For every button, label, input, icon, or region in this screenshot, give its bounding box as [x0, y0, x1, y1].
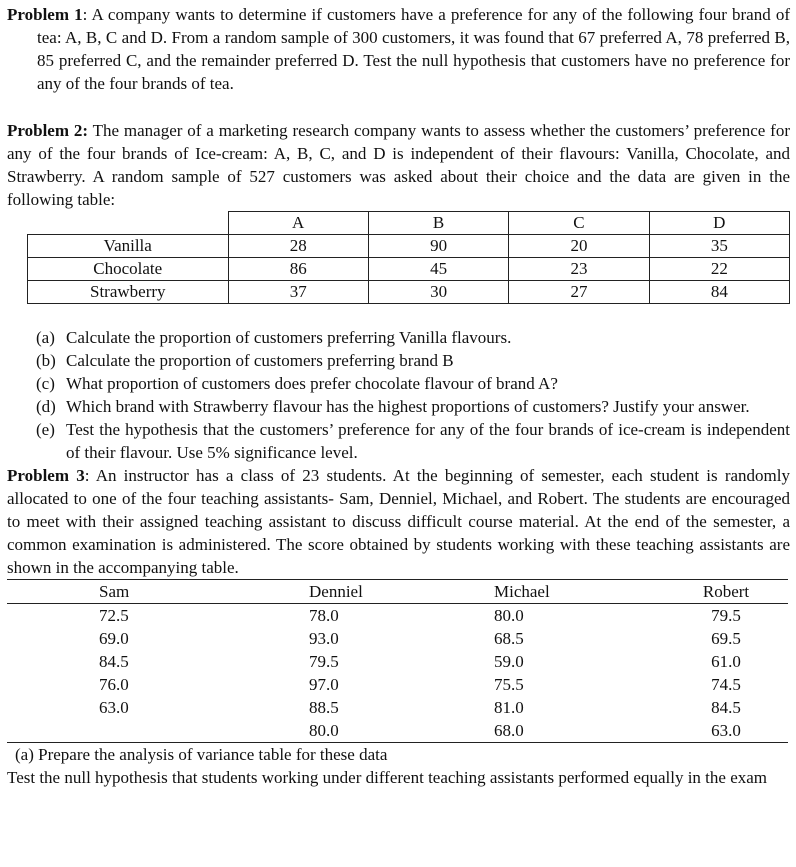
table-cell: 35 [649, 235, 789, 258]
question-label: (a) [36, 328, 55, 347]
table-cell: 69.5 [711, 629, 741, 648]
table-cell: 79.5 [711, 606, 741, 625]
table-cell: 86 [228, 258, 368, 281]
table-cell [7, 719, 309, 743]
scores-table-header [7, 580, 788, 604]
question-item [7, 372, 790, 395]
table-row [7, 650, 788, 673]
table-cell: 59.0 [494, 652, 524, 671]
header-cell: D [649, 212, 789, 235]
table-cell: 80.0 [494, 606, 524, 625]
table-cell: 20 [509, 235, 649, 258]
table-cell: 81.0 [494, 698, 524, 717]
row-label: Strawberry [28, 281, 229, 304]
table-cell: 63.0 [664, 719, 788, 743]
table-cell: 84 [649, 281, 789, 304]
table-cell: 69.0 [99, 629, 129, 648]
table-cell: 97.0 [309, 675, 339, 694]
table-cell: 93.0 [309, 629, 339, 648]
table-cell: 79.5 [309, 652, 339, 671]
table-cell: 37 [228, 281, 368, 304]
problem-2-text: The manager of a marketing research company wants to assess whether the customers’ preference for any of the four brands of Ice-cream: A, B, C, and D is independent of their flavours: Vanilla, Chocolate, and Strawberry. A random sample of 527 customers was asked about their choice and the data are given in the following table: [7, 121, 790, 209]
document-page [7, 3, 790, 789]
problem-1-text: : A company wants to determine if customers have a preference for any of the following four brand of tea: A, B, C and D. From a random sample of 300 customers, it was found that 67 preferred A, 78 preferred B, 85 preferred C, and the remainder preferred D. Test the null hypothesis that customers have no preference for any of the four brands of tea. [37, 5, 790, 93]
table-cell: 76.0 [99, 675, 129, 694]
header-cell: C [509, 212, 649, 235]
table-cell: 23 [509, 258, 649, 281]
table-cell: 88.5 [309, 698, 339, 717]
question-text: What proportion of customers does prefer chocolate flavour of brand A? [66, 374, 558, 393]
table-cell: 80.0 [309, 719, 494, 743]
question-item [7, 326, 790, 349]
table-row [7, 673, 788, 696]
header-cell: B [368, 212, 508, 235]
table-cell: 27 [509, 281, 649, 304]
table-cell: 74.5 [711, 675, 741, 694]
table-cell: 61.0 [711, 652, 741, 671]
problem-1-heading: Problem 1 [7, 5, 83, 24]
problem-3-closing: Test the null hypothesis that students working under different teaching assistants performed equally in the exam [7, 768, 768, 787]
table-cell: 75.5 [494, 675, 524, 694]
problem-3-text: : An instructor has a class of 23 students. At the beginning of semester, each student is randomly allocated to one of the four teaching assistants- Sam, Denniel, Michael, and Robert. The students are encouraged to meet with their assigned teaching assistant to discuss difficult course material. At the end of the semester, a common examination is administered. The score obtained by students working with these teaching assistants are shown in the accompanying table. [7, 466, 790, 577]
table-cell: 30 [368, 281, 508, 304]
table-cell: 63.0 [99, 698, 129, 717]
row-label: Chocolate [28, 258, 229, 281]
question-text: Test the hypothesis that the customers’ preference for any of the four brands of ice-cream is independent of their flavour. Use 5% significance level. [66, 420, 790, 462]
table-cell: 90 [368, 235, 508, 258]
table-cell: 68.5 [494, 629, 524, 648]
question-item [7, 418, 790, 464]
problem-3 [7, 464, 790, 579]
table-cell: 84.5 [99, 652, 129, 671]
question-label: (d) [36, 397, 56, 416]
question-label: (c) [36, 374, 55, 393]
table-row [7, 696, 788, 719]
table-cell: 72.5 [99, 606, 129, 625]
question-item [7, 349, 790, 372]
problem-2 [7, 119, 790, 211]
table-cell: 78.0 [309, 606, 339, 625]
question-label: (e) [36, 420, 55, 439]
table-cell: 45 [368, 258, 508, 281]
table-row [7, 719, 788, 743]
problem-1 [7, 3, 790, 95]
header-denniel: Denniel [309, 580, 494, 604]
header-cell [28, 212, 229, 235]
question-text: Calculate the proportion of customers preferring Vanilla flavours. [66, 328, 512, 347]
header-michael: Michael [494, 580, 664, 604]
header-sam: Sam [7, 580, 309, 604]
table-cell: 28 [228, 235, 368, 258]
question-item [7, 395, 790, 418]
problem-3-question-a: (a) Prepare the analysis of variance table for these data [15, 745, 388, 764]
table-cell: 22 [649, 258, 789, 281]
table-row [28, 235, 790, 258]
row-label: Vanilla [28, 235, 229, 258]
icecream-table-header [28, 212, 790, 235]
table-row [7, 627, 788, 650]
header-cell: A [228, 212, 368, 235]
table-row [7, 604, 788, 628]
question-text: Calculate the proportion of customers preferring brand B [66, 351, 454, 370]
scores-table [7, 579, 788, 743]
question-text: Which brand with Strawberry flavour has the highest proportions of customers? Justify your answer. [66, 397, 750, 416]
header-robert: Robert [664, 580, 788, 604]
table-row [28, 281, 790, 304]
question-label: (b) [36, 351, 56, 370]
problem-2-questions [7, 326, 790, 464]
table-cell: 84.5 [711, 698, 741, 717]
problem-3-heading: Problem 3 [7, 466, 85, 485]
icecream-table [27, 211, 790, 304]
table-cell: 68.0 [494, 719, 664, 743]
problem-2-heading: Problem 2: [7, 121, 89, 140]
table-row [28, 258, 790, 281]
